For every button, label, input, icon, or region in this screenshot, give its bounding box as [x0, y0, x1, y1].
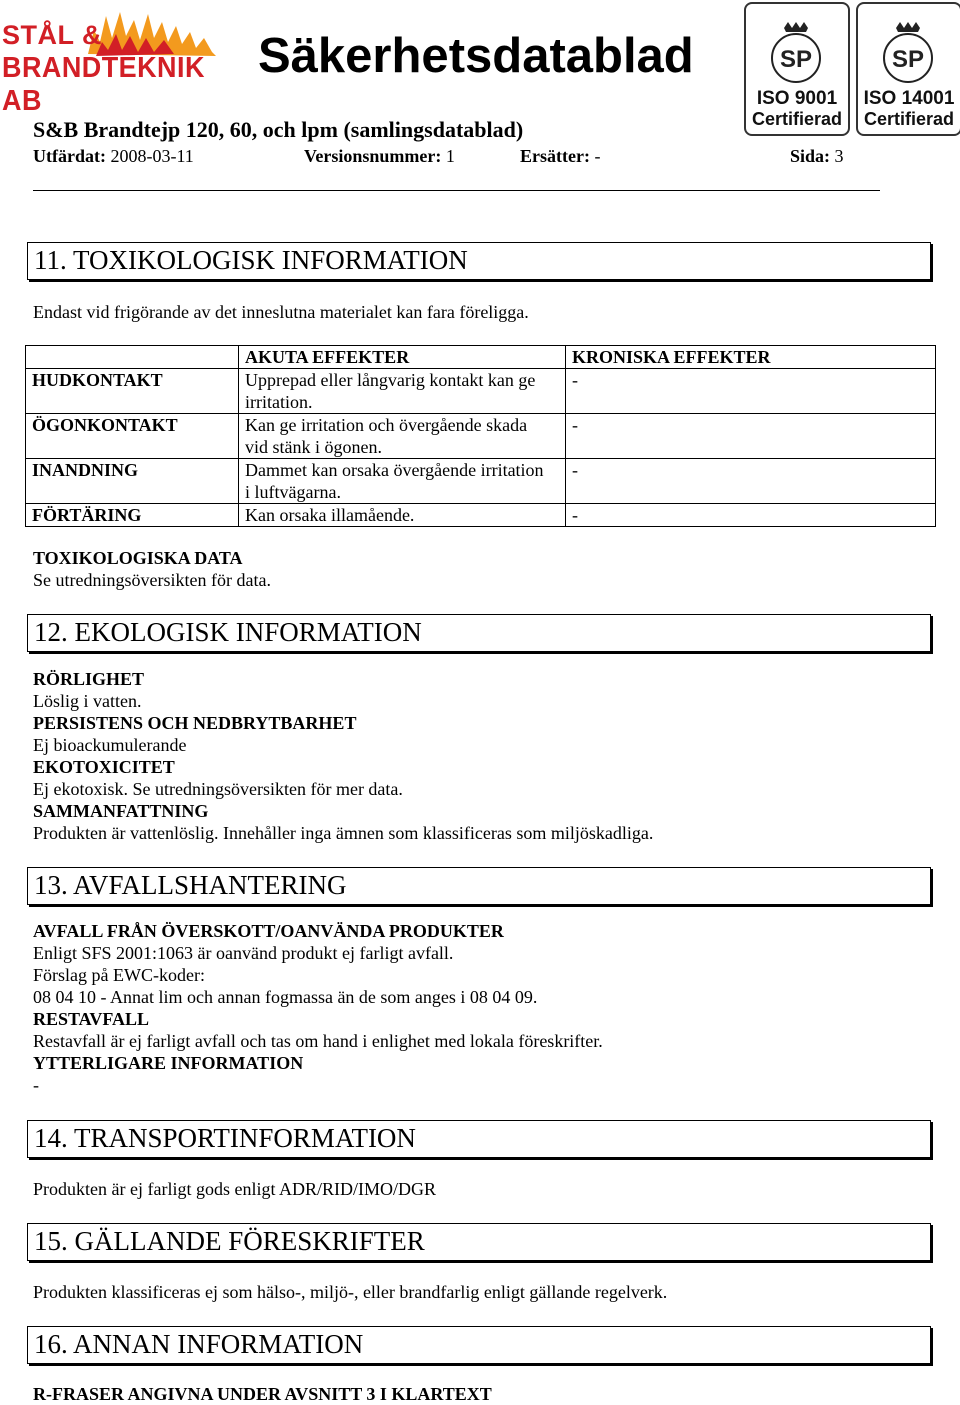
company-logo [0, 8, 222, 117]
flame-icon [88, 8, 218, 58]
waste-text: Enligt SFS 2001:1063 är oanvänd produkt ej farligt avfall. [33, 943, 454, 963]
certified-label: Certifierad [863, 109, 955, 129]
table-header-chronic: KRONISKA EFFEKTER [566, 346, 936, 369]
table-header-cell [26, 346, 239, 369]
toxicology-table [25, 345, 936, 527]
r-phrases-heading: R-FRASER ANGIVNA UNDER AVSNITT 3 I KLARTEXT [33, 1384, 492, 1404]
certified-label: Certifierad [751, 109, 843, 129]
chronic-effect: - [566, 369, 936, 414]
exposure-route: HUDKONTAKT [26, 369, 239, 414]
iso-14001-badge [856, 2, 960, 136]
acute-effect-line: Upprepad eller långvarig kontakt kan ge [245, 370, 536, 390]
sp-certification-icon [868, 20, 948, 84]
issued-label: Utfärdat: [33, 146, 106, 166]
section-12-header [27, 614, 931, 652]
section-11-header [27, 242, 931, 280]
exposure-route: INANDNING [26, 459, 239, 504]
exposure-route: ÖGONKONTAKT [26, 414, 239, 459]
acute-effect: Kan orsaka illamående. [239, 504, 566, 527]
summary-heading: SAMMANFATTNING [33, 801, 209, 821]
section-16-header [27, 1326, 931, 1364]
additional-info-heading: YTTERLIGARE INFORMATION [33, 1053, 304, 1073]
regulations-text: Produkten klassificeras ej som hälso-, miljö-, eller brandfarlig enligt gällande regelverk. [33, 1282, 668, 1302]
header-divider [33, 190, 880, 191]
iso-standard-label: ISO 9001 [756, 88, 838, 109]
persistence-heading: PERSISTENS OCH NEDBRYTBARHET [33, 713, 357, 733]
waste-heading: AVFALL FRÅN ÖVERSKOTT/OANVÄNDA PRODUKTER [33, 921, 504, 941]
residual-waste-heading: RESTAVFALL [33, 1009, 150, 1029]
mobility-heading: RÖRLIGHET [33, 669, 145, 689]
version-value: 1 [445, 146, 455, 166]
residual-waste-text: Restavfall är ej farligt avfall och tas om hand i enlighet med lokala föreskrifter. [33, 1031, 603, 1051]
acute-effect-line: Kan ge irritation och övergående skada [245, 415, 528, 435]
document-title: Säkerhetsdatablad [258, 29, 694, 83]
product-name: S&B Brandtejp 120, 60, och lpm (samlingsdatablad) [33, 117, 524, 142]
table-row [26, 504, 936, 527]
replaces-label: Ersätter: [520, 146, 590, 166]
page-number [790, 146, 844, 167]
iso-standard-label: ISO 14001 [863, 88, 955, 109]
section-11-intro: Endast vid frigörande av det inneslutna materialet kan fara föreligga. [33, 302, 529, 322]
sp-certification-icon [756, 20, 836, 84]
acute-effect-line: Dammet kan orsaka övergående irritation [245, 460, 544, 480]
company-name-line2: BRANDTEKNIK AB [2, 52, 205, 117]
persistence-text: Ej bioackumulerande [33, 735, 187, 755]
svg-text:SP: SP [779, 46, 813, 73]
page-value: 3 [834, 146, 844, 166]
chronic-effect: - [566, 504, 936, 527]
company-name-line1: STÅL & [2, 20, 103, 50]
replaces [520, 146, 600, 167]
section-title: 12. EKOLOGISK INFORMATION [34, 617, 422, 647]
toxicology-data-heading: TOXIKOLOGISKA DATA [33, 548, 243, 568]
ewc-code: 08 04 10 - Annat lim och annan fogmassa än de som anges i 08 04 09. [33, 987, 538, 1007]
additional-info-text: - [33, 1075, 39, 1095]
table-row [26, 369, 936, 414]
acute-effect-line: vid stänk i ögonen. [245, 437, 382, 457]
acute-effect [239, 369, 566, 414]
issued-date [33, 146, 194, 167]
section-15-header [27, 1223, 931, 1261]
chronic-effect: - [566, 459, 936, 504]
summary-text: Produkten är vattenlöslig. Innehåller inga ämnen som klassificeras som miljöskadliga. [33, 823, 654, 843]
table-row [26, 414, 936, 459]
mobility-text: Löslig i vatten. [33, 691, 142, 711]
acute-effect [239, 459, 566, 504]
acute-effect-line: i luftvägarna. [245, 482, 341, 502]
ecotoxicity-text: Ej ekotoxisk. Se utredningsöversikten för mer data. [33, 779, 403, 799]
ecotoxicity-heading: EKOTOXICITET [33, 757, 175, 777]
issued-value: 2008-03-11 [110, 146, 194, 166]
section-title: 13. AVFALLSHANTERING [34, 870, 347, 900]
replaces-value: - [594, 146, 601, 166]
table-header-acute: AKUTA EFFEKTER [239, 346, 566, 369]
section-title: 11. TOXIKOLOGISK INFORMATION [34, 245, 468, 275]
iso-9001-badge [744, 2, 850, 136]
acute-effect-line: irritation. [245, 392, 313, 412]
page-label: Sida: [790, 146, 831, 166]
chronic-effect: - [566, 414, 936, 459]
version-number [304, 146, 455, 167]
section-title: 15. GÄLLANDE FÖRESKRIFTER [34, 1226, 425, 1256]
section-title: 14. TRANSPORTINFORMATION [34, 1123, 416, 1153]
table-row [26, 459, 936, 504]
svg-text:SP: SP [891, 46, 925, 73]
ewc-label: Förslag på EWC-koder: [33, 965, 205, 985]
transport-text: Produkten är ej farligt gods enligt ADR/RID/IMO/DGR [33, 1179, 436, 1199]
toxicology-data-text: Se utredningsöversikten för data. [33, 570, 271, 590]
section-13-header [27, 867, 931, 905]
version-label: Versionsnummer: [304, 146, 442, 166]
table-header-row [26, 346, 936, 369]
section-title: 16. ANNAN INFORMATION [34, 1329, 364, 1359]
acute-effect [239, 414, 566, 459]
section-14-header [27, 1120, 931, 1158]
exposure-route: FÖRTÄRING [26, 504, 239, 527]
